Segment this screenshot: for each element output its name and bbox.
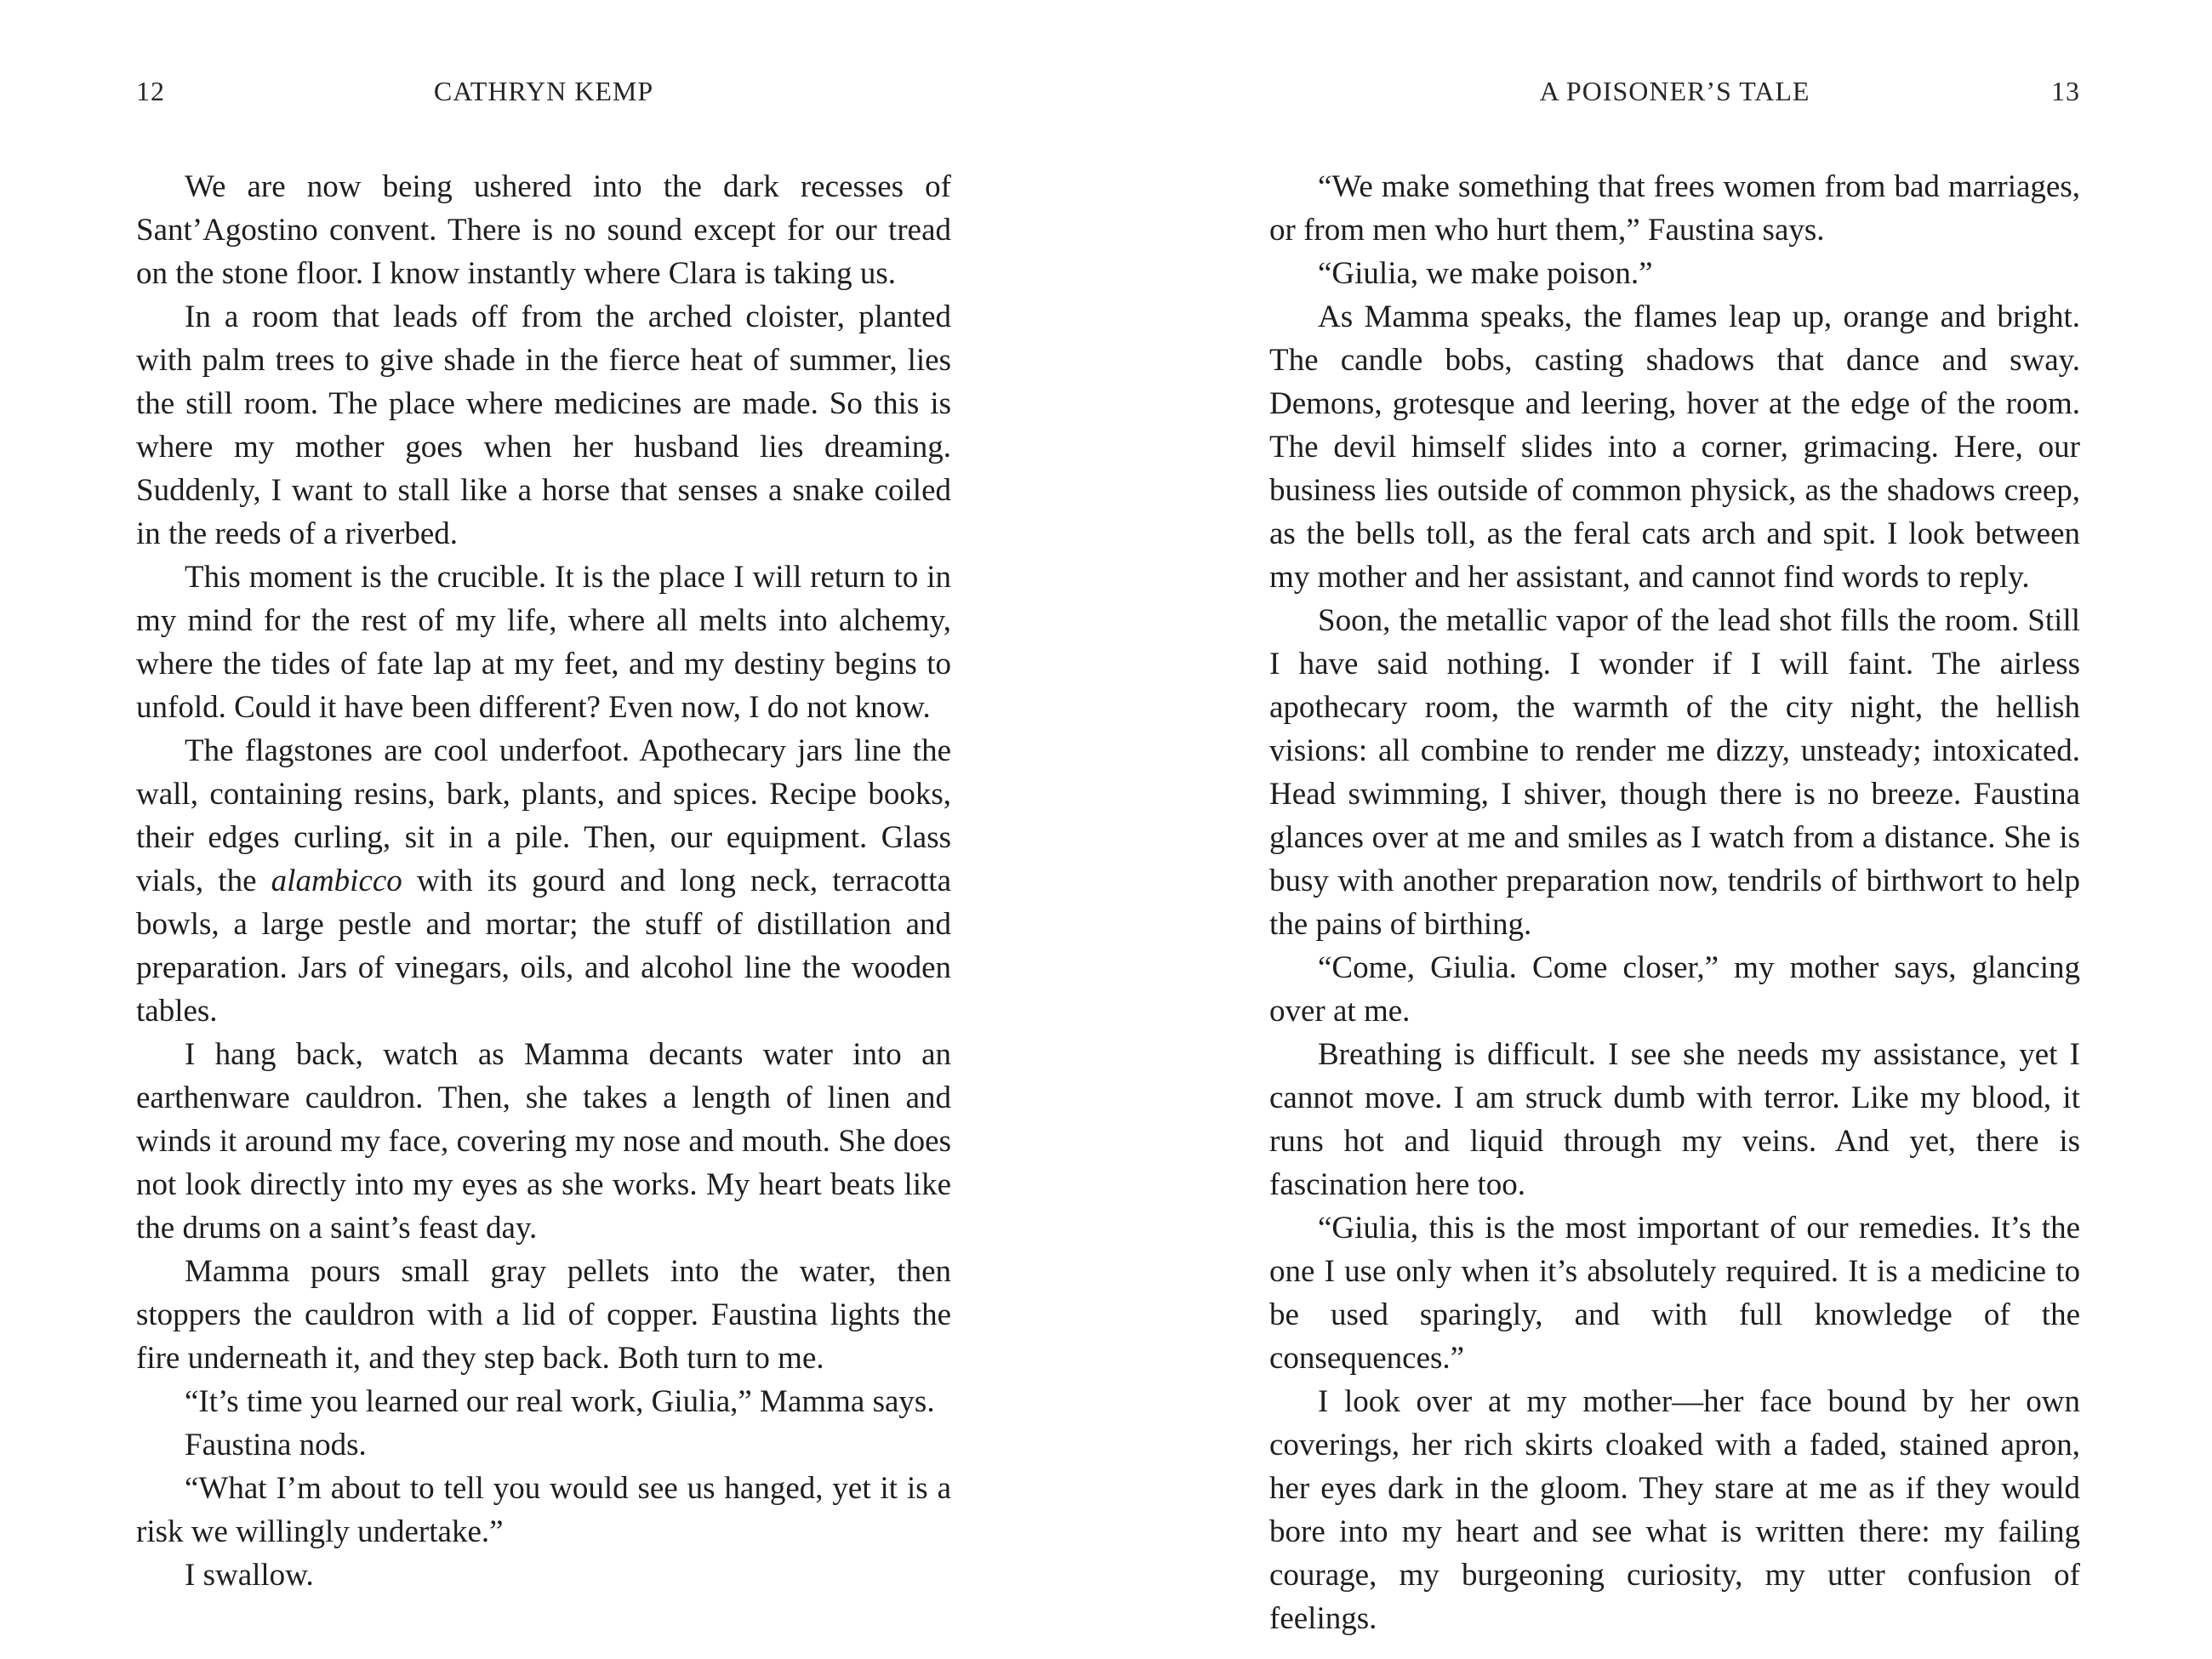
paragraph xyxy=(1269,1033,2080,1206)
paragraph xyxy=(1269,165,2080,252)
text-run: Faustina nods. xyxy=(185,1428,367,1462)
text-run: Soon, the metallic vapor of the lead shot fills the room. Still I have said nothing. I wonder if I will faint. The airless apothecary room, the warmth of the city night, the hellish visions: all combine to render me dizzy, unsteady; intoxicated. Head swimming, I shiver, though there is no breeze. Faustina glances over at me and smiles as I watch from a distance. She is busy with another preparation now, tendrils of birthwort to help the pains of birthing. xyxy=(1269,603,2080,942)
paragraph xyxy=(136,729,951,1033)
text-run: This moment is the crucible. It is the place I will return to in my mind for the rest of my life, where all melts into alchemy, where the tides of fate lap at my feet, and my destiny begins to unfold. Could it have been different? Even now, I do not know. xyxy=(136,560,951,725)
right-page-body xyxy=(1269,165,2080,1640)
paragraph xyxy=(1269,252,2080,295)
paragraph xyxy=(1269,295,2080,599)
left-running-head-title: CATHRYN KEMP xyxy=(433,76,654,106)
right-page-number: 13 xyxy=(2051,76,2080,106)
paragraph xyxy=(136,1467,951,1554)
text-run: “It’s time you learned our real work, Giulia,” Mamma says. xyxy=(185,1384,935,1419)
paragraph xyxy=(136,165,951,295)
paragraph xyxy=(1269,1380,2080,1640)
text-run: Mamma pours small gray pellets into the water, then stoppers the cauldron with a lid of copper. Faustina lights the fire underneath it, and they step back. Both turn to me. xyxy=(136,1254,951,1376)
text-run: with its gourd and long neck, terracotta bowls, a large pestle and mortar; the stuff of distillation and preparation. Jars of vinegars, oils, and alcohol line the wooden tables. xyxy=(136,864,951,1029)
text-run: “We make something that frees women from bad marriages, or from men who hurt them,” Faustina says. xyxy=(1269,169,2080,248)
text-run: I look over at my mother—her face bound by her own coverings, her rich skirts cloaked with a faded, stained apron, her eyes dark in the gloom. They stare at me as if they would bore into my heart and see what is written there: my failing courage, my burgeoning curiosity, my utter confusion of feelings. xyxy=(1269,1384,2080,1636)
left-page-number: 12 xyxy=(136,76,165,106)
left-page-body xyxy=(136,165,951,1597)
text-run: “What I’m about to tell you would see us hanged, yet it is a risk we willingly undertake.” xyxy=(136,1471,951,1549)
paragraph xyxy=(136,1250,951,1380)
left-running-head xyxy=(136,73,951,109)
text-run: “Giulia, we make poison.” xyxy=(1318,256,1653,291)
text-run: Breathing is difficult. I see she needs my assistance, yet I cannot move. I am struck dumb with terror. Like my blood, it runs hot and liquid through my veins. And yet, there is fascination here too. xyxy=(1269,1037,2080,1202)
right-page xyxy=(1269,0,2080,1659)
text-run: “Come, Giulia. Come closer,” my mother says, glancing over at me. xyxy=(1269,950,2080,1029)
right-running-head xyxy=(1269,73,2080,109)
right-running-head-title: A POISONER’S TALE xyxy=(1539,76,1810,106)
paragraph xyxy=(136,1554,951,1597)
paragraph xyxy=(136,556,951,729)
paragraph xyxy=(136,1033,951,1250)
paragraph xyxy=(136,295,951,556)
text-run: In a room that leads off from the arched cloister, planted with palm trees to give shade in the fierce heat of summer, lies the still room. The place where medicines are made. So this is where my mother goes when her husband lies dreaming. Suddenly, I want to stall like a horse that senses a snake coiled in the reeds of a riverbed. xyxy=(136,299,951,551)
text-run: “Giulia, this is the most important of our remedies. It’s the one I use only when it’s absolutely required. It is a medicine to be used sparingly, and with full knowledge of the consequences.” xyxy=(1269,1211,2080,1376)
text-run: We are now being ushered into the dark recesses of Sant’Agostino convent. There is no sound except for our tread on the stone floor. I know instantly where Clara is taking us. xyxy=(136,169,951,291)
text-run: As Mamma speaks, the flames leap up, orange and bright. The candle bobs, casting shadows that dance and sway. Demons, grotesque and leering, hover at the edge of the room. The devil himself slides into a corner, grimacing. Here, our business lies outside of common physick, as the shadows creep, as the bells toll, as the feral cats arch and spit. I look between my mother and her assistant, and cannot find words to reply. xyxy=(1269,299,2080,595)
paragraph xyxy=(1269,599,2080,946)
paragraph xyxy=(136,1423,951,1467)
text-run: The flagstones are cool underfoot. Apothecary jars line the wall, containing resins, bark, plants, and spices. Recipe books, their edges curling, sit in a pile. Then, our equipment. Glass vials, the xyxy=(136,733,951,898)
text-run: I hang back, watch as Mamma decants water into an earthenware cauldron. Then, she takes a length of linen and winds it around my face, covering my nose and mouth. She does not look directly into my eyes as she works. My heart beats like the drums on a saint’s feast day. xyxy=(136,1037,951,1246)
paragraph xyxy=(1269,946,2080,1033)
italic-text-run: alambicco xyxy=(271,864,402,898)
left-page xyxy=(136,0,951,1659)
text-run: I swallow. xyxy=(185,1558,314,1593)
paragraph xyxy=(1269,1206,2080,1380)
paragraph xyxy=(136,1380,951,1423)
